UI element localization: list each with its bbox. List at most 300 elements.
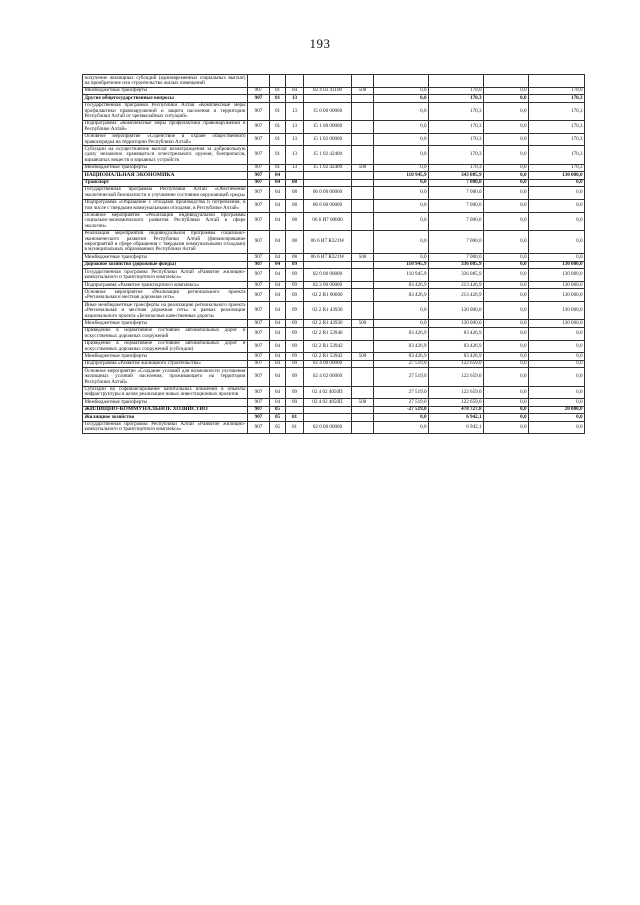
- target-article-cell: 02 2 R1 00000: [304, 289, 352, 302]
- amount-change-2-cell: 0,0: [484, 102, 529, 120]
- section-code-cell: 04: [270, 179, 286, 186]
- row-name-cell: получение жилищных субсидий (единовременных социальных выплат) на приобретение или строительство жилых помещений: [84, 74, 246, 86]
- table-row: [83, 302, 585, 320]
- amount-change-cell: 0,0: [374, 95, 429, 102]
- admin-code-cell: 907: [248, 282, 270, 289]
- row-name-cell: Подпрограмма «Развитие транспортного комплекса»: [83, 282, 248, 289]
- section-code-cell: 04: [270, 282, 286, 289]
- amount-total-cell: 336 085,9: [429, 261, 484, 268]
- section-code-cell: 05: [270, 414, 286, 421]
- admin-code-cell: 907: [248, 386, 270, 399]
- section-code-cell: 04: [270, 254, 286, 261]
- subsection-code-cell: 09: [286, 386, 304, 399]
- amount-total-2-cell: 0,0: [529, 212, 585, 230]
- row-name-cell: Подпрограмма «Развитие жилищного строительства»: [83, 360, 248, 367]
- amount-change-cell: 83 426,9: [374, 282, 429, 289]
- amount-change-cell: 0,0: [374, 254, 429, 261]
- target-article-cell: 02 4 00 00000: [304, 360, 352, 367]
- admin-code-cell: 907: [248, 327, 270, 340]
- amount-total-2-cell: 130 000,0: [529, 289, 585, 302]
- amount-total-2-cell: 0,0: [529, 414, 585, 421]
- section-code-cell: 05: [270, 421, 286, 434]
- row-name-cell: Основное мероприятие «Реализация регионального проекта «Региональная и местная дорожная сеть»: [84, 288, 246, 301]
- table-row: [83, 421, 585, 434]
- admin-code-cell: [248, 75, 270, 88]
- section-code-cell: 04: [270, 302, 286, 320]
- subsection-code-cell: [286, 406, 304, 413]
- subsection-code-cell: 09: [286, 282, 304, 289]
- amount-change-2-cell: 0,0: [484, 172, 529, 179]
- amount-change-2-cell: 0,0: [484, 386, 529, 399]
- amount-total-cell: 170,3: [429, 146, 484, 164]
- row-name-cell: Приведение в нормативное состояние автомобильных дорог и искусственных дорожных сооружений (субсидии): [84, 340, 246, 352]
- target-article-cell: 06 6 00 00000: [304, 199, 352, 212]
- amount-total-cell: [429, 75, 484, 88]
- amount-total-cell: 83 426,9: [429, 340, 484, 353]
- admin-code-cell: 907: [248, 340, 270, 353]
- section-code-cell: 04: [270, 289, 286, 302]
- amount-total-cell: 170,3: [429, 133, 484, 146]
- amount-total-cell: 343 085,9: [429, 172, 484, 179]
- amount-total-cell: 7 000,0: [429, 254, 484, 261]
- amount-change-2-cell: 0,0: [484, 353, 529, 360]
- amount-change-2-cell: 0,0: [484, 199, 529, 212]
- amount-change-2-cell: 0,0: [484, 212, 529, 230]
- target-article-cell: [304, 414, 352, 421]
- amount-change-cell: 0,0: [374, 230, 429, 254]
- expense-type-cell: 500: [352, 254, 374, 261]
- amount-change-cell: 110 945,9: [374, 261, 429, 268]
- admin-code-cell: 907: [248, 164, 270, 171]
- subsection-code-cell: 13: [286, 120, 304, 133]
- amount-total-2-cell: 170,3: [529, 102, 585, 120]
- amount-change-2-cell: 0,0: [484, 340, 529, 353]
- target-article-cell: 15 0 00 00000: [304, 102, 352, 120]
- amount-total-cell: 7 000,0: [429, 230, 484, 254]
- expense-type-cell: [352, 421, 374, 434]
- amount-total-2-cell: 130 000,0: [529, 302, 585, 320]
- row-name-cell: Жилищное хозяйство: [83, 414, 248, 421]
- section-code-cell: 01: [270, 95, 286, 102]
- table-row: [83, 230, 585, 254]
- expense-type-cell: 500: [352, 164, 374, 171]
- admin-code-cell: 907: [248, 360, 270, 367]
- expense-type-cell: [352, 368, 374, 386]
- amount-change-2-cell: 0,0: [484, 254, 529, 261]
- amount-change-2-cell: 0,0: [484, 421, 529, 434]
- admin-code-cell: 907: [248, 406, 270, 413]
- subsection-code-cell: 09: [286, 340, 304, 353]
- target-article-cell: 06 0 00 00000: [304, 186, 352, 199]
- amount-total-2-cell: 130 000,0: [529, 269, 585, 282]
- amount-total-cell: 213 426,9: [429, 289, 484, 302]
- expense-type-cell: 500: [352, 87, 374, 94]
- amount-total-2-cell: 0,0: [529, 353, 585, 360]
- amount-total-2-cell: 170,3: [529, 133, 585, 146]
- subsection-code-cell: 09: [286, 399, 304, 406]
- amount-change-2-cell: 0,0: [484, 414, 529, 421]
- row-name-cell: Основное мероприятие «Создание условий для возможности улучшения жилищных условий населения, проживающего на территории Республики Алтай»: [84, 367, 246, 385]
- amount-change-cell: 0,0: [374, 179, 429, 186]
- target-article-cell: 02 0 00 00000: [304, 421, 352, 434]
- row-name-cell: Подпрограмма «Комплексные меры профилактики правонарушений в Республике Алтай»: [84, 120, 246, 132]
- admin-code-cell: 907: [248, 87, 270, 94]
- expense-type-cell: 500: [352, 399, 374, 406]
- row-name-cell: Межбюджетные трансферты: [83, 254, 248, 261]
- section-code-cell: 04: [270, 186, 286, 199]
- amount-total-2-cell: 170,3: [529, 95, 585, 102]
- target-article-cell: 02 2 R1 53940: [304, 327, 352, 340]
- subsection-code-cell: 13: [286, 146, 304, 164]
- target-article-cell: 06 6 И7 R321W: [304, 230, 352, 254]
- amount-total-2-cell: 0,0: [529, 254, 585, 261]
- section-code-cell: 01: [270, 120, 286, 133]
- amount-total-cell: 213 426,9: [429, 282, 484, 289]
- expense-type-cell: [352, 133, 374, 146]
- amount-change-2-cell: 0,0: [484, 146, 529, 164]
- amount-change-cell: 0,0: [374, 421, 429, 434]
- target-article-cell: 06 6 И7 R321W: [304, 254, 352, 261]
- target-article-cell: 02 4 03 41100: [304, 87, 352, 94]
- admin-code-cell: 907: [248, 179, 270, 186]
- amount-total-cell: 122 659,0: [429, 360, 484, 367]
- target-article-cell: [304, 261, 352, 268]
- row-name-cell: Межбюджетные трансферты: [83, 353, 248, 360]
- table-row: [83, 120, 585, 133]
- section-code-cell: 04: [270, 360, 286, 367]
- expense-type-cell: [352, 179, 374, 186]
- amount-total-cell: 7 000,0: [429, 212, 484, 230]
- section-code-cell: 01: [270, 146, 286, 164]
- admin-code-cell: 907: [248, 289, 270, 302]
- target-article-cell: [304, 179, 352, 186]
- subsection-code-cell: 13: [286, 95, 304, 102]
- amount-total-cell: 7 000,0: [429, 186, 484, 199]
- table-row: [83, 172, 585, 179]
- subsection-code-cell: 09: [286, 368, 304, 386]
- target-article-cell: [304, 406, 352, 413]
- row-name-cell: ЖИЛИЩНО-КОММУНАЛЬНОЕ ХОЗЯЙСТВО: [83, 406, 248, 413]
- amount-change-cell: 0,0: [374, 102, 429, 120]
- amount-change-2-cell: 0,0: [484, 269, 529, 282]
- amount-total-2-cell: 0,0: [529, 368, 585, 386]
- row-name-cell: Основное мероприятие «Содействие в охране общественного правопорядка на территории Республики Алтай»: [84, 133, 246, 145]
- amount-change-cell: [374, 75, 429, 88]
- expense-type-cell: [352, 172, 374, 179]
- table-row: [83, 261, 585, 268]
- row-name-cell: Государственная программа Республики Алтай «Развитие жилищно-коммунального и транспортного комплекса»: [84, 268, 246, 281]
- amount-change-cell: 0,0: [374, 199, 429, 212]
- table-row: [83, 406, 585, 413]
- amount-total-2-cell: 170,3: [529, 120, 585, 133]
- section-code-cell: 04: [270, 212, 286, 230]
- amount-change-cell: 27 519,0: [374, 386, 429, 399]
- row-name-cell: Дорожное хозяйство (дорожные фонды): [83, 261, 248, 268]
- section-code-cell: 01: [270, 164, 286, 171]
- section-code-cell: 04: [270, 230, 286, 254]
- amount-total-cell: 170,3: [429, 95, 484, 102]
- amount-total-cell: 122 659,0: [429, 368, 484, 386]
- amount-change-cell: 83 426,9: [374, 353, 429, 360]
- amount-total-2-cell: 0,0: [529, 186, 585, 199]
- amount-total-cell: 170,3: [429, 164, 484, 171]
- expense-type-cell: [352, 386, 374, 399]
- admin-code-cell: 907: [248, 133, 270, 146]
- table-row: [83, 95, 585, 102]
- amount-change-cell: 0,0: [374, 414, 429, 421]
- amount-change-2-cell: 0,0: [484, 186, 529, 199]
- subsection-code-cell: 08: [286, 230, 304, 254]
- admin-code-cell: 907: [248, 368, 270, 386]
- amount-total-cell: 170,3: [429, 120, 484, 133]
- row-name-cell: НАЦИОНАЛЬНАЯ ЭКОНОМИКА: [83, 172, 248, 179]
- subsection-code-cell: [286, 75, 304, 88]
- page-number: 193: [309, 36, 331, 51]
- expense-type-cell: [352, 360, 374, 367]
- subsection-code-cell: 08: [286, 179, 304, 186]
- row-name-cell: Иные межбюджетные трансферты на реализацию регионального проекта «Региональная и местная дорожная сеть» в рамках реализации национального проекта «Безопасные качественные дороги»: [84, 301, 246, 319]
- row-name-cell: Межбюджетные трансферты: [83, 164, 248, 171]
- amount-total-cell: 130 000,0: [429, 302, 484, 320]
- expense-type-cell: [352, 75, 374, 88]
- amount-change-cell: 27 519,0: [374, 368, 429, 386]
- amount-total-2-cell: 0,0: [529, 421, 585, 434]
- table-row: [83, 186, 585, 199]
- target-article-cell: [304, 75, 352, 88]
- amount-change-cell: 0,0: [374, 146, 429, 164]
- row-name-cell: Транспорт: [83, 179, 248, 186]
- section-code-cell: 04: [270, 269, 286, 282]
- amount-change-cell: 0,0: [374, 302, 429, 320]
- amount-change-cell: 0,0: [374, 164, 429, 171]
- section-code-cell: 01: [270, 102, 286, 120]
- target-article-cell: 15 1 02 42400: [304, 164, 352, 171]
- row-name-cell: Основное мероприятие «Реализация индивидуальной программы социально-экономического развития Республики Алтай в сфере экологии»: [84, 212, 246, 229]
- admin-code-cell: 907: [248, 399, 270, 406]
- row-name-cell: Другие общегосударственные вопросы: [83, 95, 248, 102]
- amount-total-2-cell: [529, 75, 585, 88]
- amount-change-cell: 83 426,9: [374, 289, 429, 302]
- amount-change-2-cell: 0,0: [484, 327, 529, 340]
- target-article-cell: 02 2 R1 43930: [304, 320, 352, 327]
- amount-total-cell: 178,0: [429, 87, 484, 94]
- table-row: [83, 75, 585, 88]
- section-code-cell: 04: [270, 320, 286, 327]
- subsection-code-cell: 09: [286, 269, 304, 282]
- amount-change-cell: 0,0: [374, 186, 429, 199]
- table-row: [83, 289, 585, 302]
- row-name-cell: Межбюджетные трансферты: [83, 320, 248, 327]
- target-article-cell: [304, 95, 352, 102]
- table-row: [83, 353, 585, 360]
- expense-type-cell: [352, 302, 374, 320]
- admin-code-cell: 907: [248, 186, 270, 199]
- amount-total-2-cell: 170,3: [529, 164, 585, 171]
- target-article-cell: 02 4 02 00000: [304, 368, 352, 386]
- target-article-cell: 02 2 R1 53942: [304, 340, 352, 353]
- target-article-cell: 15 1 02 00000: [304, 133, 352, 146]
- expense-type-cell: [352, 120, 374, 133]
- expense-type-cell: [352, 186, 374, 199]
- amount-change-cell: 27 519,0: [374, 360, 429, 367]
- amount-total-2-cell: 130 000,0: [529, 282, 585, 289]
- amount-total-cell: 130 000,0: [429, 320, 484, 327]
- expense-type-cell: [352, 406, 374, 413]
- target-article-cell: 02 2 R1 43930: [304, 302, 352, 320]
- amount-change-2-cell: 0,0: [484, 261, 529, 268]
- subsection-code-cell: 09: [286, 327, 304, 340]
- table-row: [83, 386, 585, 399]
- amount-total-2-cell: 0,0: [529, 327, 585, 340]
- row-name-cell: Подпрограмма «Обращение с отходами производства и потребления, в том числе с твердыми коммунальными отходами, в Республике Алтай»: [84, 199, 246, 211]
- subsection-code-cell: 13: [286, 102, 304, 120]
- amount-change-2-cell: 0,0: [484, 360, 529, 367]
- budget-table: [82, 74, 585, 434]
- amount-total-cell: 122 659,0: [429, 399, 484, 406]
- expense-type-cell: [352, 327, 374, 340]
- subsection-code-cell: 08: [286, 186, 304, 199]
- amount-change-2-cell: 0,0: [484, 289, 529, 302]
- subsection-code-cell: 01: [286, 414, 304, 421]
- admin-code-cell: 907: [248, 261, 270, 268]
- subsection-code-cell: 09: [286, 353, 304, 360]
- section-code-cell: 05: [270, 406, 286, 413]
- row-name-cell: Приведение в нормативное состояние автомобильных дорог и искусственных дорожных сооружений: [84, 327, 246, 339]
- admin-code-cell: 907: [248, 254, 270, 261]
- table-row: [83, 164, 585, 171]
- subsection-code-cell: 09: [286, 302, 304, 320]
- expense-type-cell: [352, 414, 374, 421]
- expense-type-cell: 500: [352, 353, 374, 360]
- amount-change-cell: 110 945,9: [374, 172, 429, 179]
- amount-total-2-cell: 178,0: [529, 87, 585, 94]
- target-article-cell: 02 2 00 00000: [304, 282, 352, 289]
- amount-total-2-cell: 0,0: [529, 179, 585, 186]
- amount-change-2-cell: 0,0: [484, 282, 529, 289]
- admin-code-cell: 907: [248, 353, 270, 360]
- table-row: [83, 87, 585, 94]
- amount-change-cell: 83 426,9: [374, 327, 429, 340]
- subsection-code-cell: 09: [286, 360, 304, 367]
- target-article-cell: 02 4 02 4050П: [304, 399, 352, 406]
- subsection-code-cell: 09: [286, 320, 304, 327]
- target-article-cell: 15 1 02 42400: [304, 146, 352, 164]
- row-name-cell: Субсидии на осуществление выплат вознаграждения за добровольную сдачу незаконно хранящегося огнестрельного оружия, боеприпасов, взрывчатых веществ и взрывных устройств: [84, 145, 246, 163]
- expense-type-cell: [352, 95, 374, 102]
- expense-type-cell: [352, 199, 374, 212]
- admin-code-cell: 907: [248, 120, 270, 133]
- row-name-cell: Государственная программа Республики Алтай «Развитие жилищно-коммунального и транспортного комплекса»: [84, 421, 246, 433]
- expense-type-cell: [352, 230, 374, 254]
- target-article-cell: 15 1 00 00000: [304, 120, 352, 133]
- amount-change-2-cell: 0,0: [484, 179, 529, 186]
- section-code-cell: 04: [270, 340, 286, 353]
- expense-type-cell: [352, 102, 374, 120]
- table-body: [83, 75, 585, 434]
- expense-type-cell: [352, 269, 374, 282]
- amount-total-cell: 336 085,9: [429, 269, 484, 282]
- admin-code-cell: 907: [248, 199, 270, 212]
- admin-code-cell: 907: [248, 212, 270, 230]
- subsection-code-cell: 08: [286, 199, 304, 212]
- expense-type-cell: [352, 282, 374, 289]
- subsection-code-cell: [286, 172, 304, 179]
- subsection-code-cell: 08: [286, 212, 304, 230]
- amount-change-cell: 0,0: [374, 133, 429, 146]
- amount-change-cell: 0,0: [374, 120, 429, 133]
- amount-total-2-cell: 0,0: [529, 199, 585, 212]
- row-name-cell: Государственная программа Республики Алтай «Комплексные меры профилактики правонарушений и защита населения и территории Республики Алтай от чрезвычайных ситуаций»: [84, 102, 246, 119]
- amount-total-2-cell: 0,0: [529, 230, 585, 254]
- amount-total-cell: 6 942,1: [429, 414, 484, 421]
- amount-total-2-cell: 0,0: [529, 360, 585, 367]
- target-article-cell: 02 0 00 00000: [304, 269, 352, 282]
- amount-change-2-cell: 0,0: [484, 406, 529, 413]
- amount-total-2-cell: 130 000,0: [529, 320, 585, 327]
- row-name-cell: Межбюджетные трансферты: [83, 399, 248, 406]
- table-row: [83, 133, 585, 146]
- amount-total-cell: 122 659,0: [429, 386, 484, 399]
- admin-code-cell: 907: [248, 102, 270, 120]
- target-article-cell: 02 2 R1 53942: [304, 353, 352, 360]
- table-row: [83, 414, 585, 421]
- amount-change-2-cell: 0,0: [484, 95, 529, 102]
- section-code-cell: 04: [270, 399, 286, 406]
- admin-code-cell: 907: [248, 421, 270, 434]
- section-code-cell: 04: [270, 199, 286, 212]
- amount-change-cell: 0,0: [374, 87, 429, 94]
- amount-change-cell: 0,0: [374, 212, 429, 230]
- section-code-cell: 01: [270, 87, 286, 94]
- expense-type-cell: [352, 212, 374, 230]
- amount-change-2-cell: 0,0: [484, 87, 529, 94]
- amount-total-cell: 83 426,9: [429, 353, 484, 360]
- amount-total-2-cell: 0,0: [529, 399, 585, 406]
- subsection-code-cell: 13: [286, 133, 304, 146]
- admin-code-cell: 907: [248, 269, 270, 282]
- target-article-cell: 06 6 И7 00000: [304, 212, 352, 230]
- table-row: [83, 212, 585, 230]
- amount-total-2-cell: 0,0: [529, 340, 585, 353]
- expense-type-cell: [352, 146, 374, 164]
- amount-change-2-cell: 0,0: [484, 302, 529, 320]
- amount-total-2-cell: 130 000,0: [529, 261, 585, 268]
- amount-total-cell: 83 426,9: [429, 327, 484, 340]
- amount-change-cell: -27 519,0: [374, 406, 429, 413]
- section-code-cell: 04: [270, 368, 286, 386]
- amount-total-2-cell: 0,0: [529, 386, 585, 399]
- row-name-cell: Реализация мероприятий индивидуальной программы социально-экономического развития Республики Алтай (финансирование мероприятий в сфере обращения с твердыми коммунальными отходами) в муниципальных образованиях Республики Алтай: [84, 230, 246, 253]
- subsection-code-cell: 13: [286, 164, 304, 171]
- amount-change-cell: 83 426,9: [374, 340, 429, 353]
- amount-total-cell: 7 000,0: [429, 199, 484, 212]
- target-article-cell: 02 4 02 4050П: [304, 386, 352, 399]
- row-name-cell: Субсидии на софинансирование капитальных вложений в объекты инфраструктуры в целях реализации новых инвестиционных проектов: [84, 386, 246, 398]
- section-code-cell: [270, 75, 286, 88]
- amount-change-2-cell: [484, 75, 529, 88]
- row-name-cell: Государственная программа Республики Алтай «Обеспечение экологической безопасности и улучшение состояния окружающей среды»: [84, 186, 246, 198]
- amount-change-2-cell: 0,0: [484, 320, 529, 327]
- section-code-cell: 01: [270, 133, 286, 146]
- admin-code-cell: 907: [248, 95, 270, 102]
- section-code-cell: 04: [270, 172, 286, 179]
- admin-code-cell: 907: [248, 320, 270, 327]
- subsection-code-cell: 04: [286, 87, 304, 94]
- table-row: [83, 269, 585, 282]
- admin-code-cell: 907: [248, 414, 270, 421]
- row-name-cell: Межбюджетные трансферты: [83, 87, 248, 94]
- target-article-cell: [304, 172, 352, 179]
